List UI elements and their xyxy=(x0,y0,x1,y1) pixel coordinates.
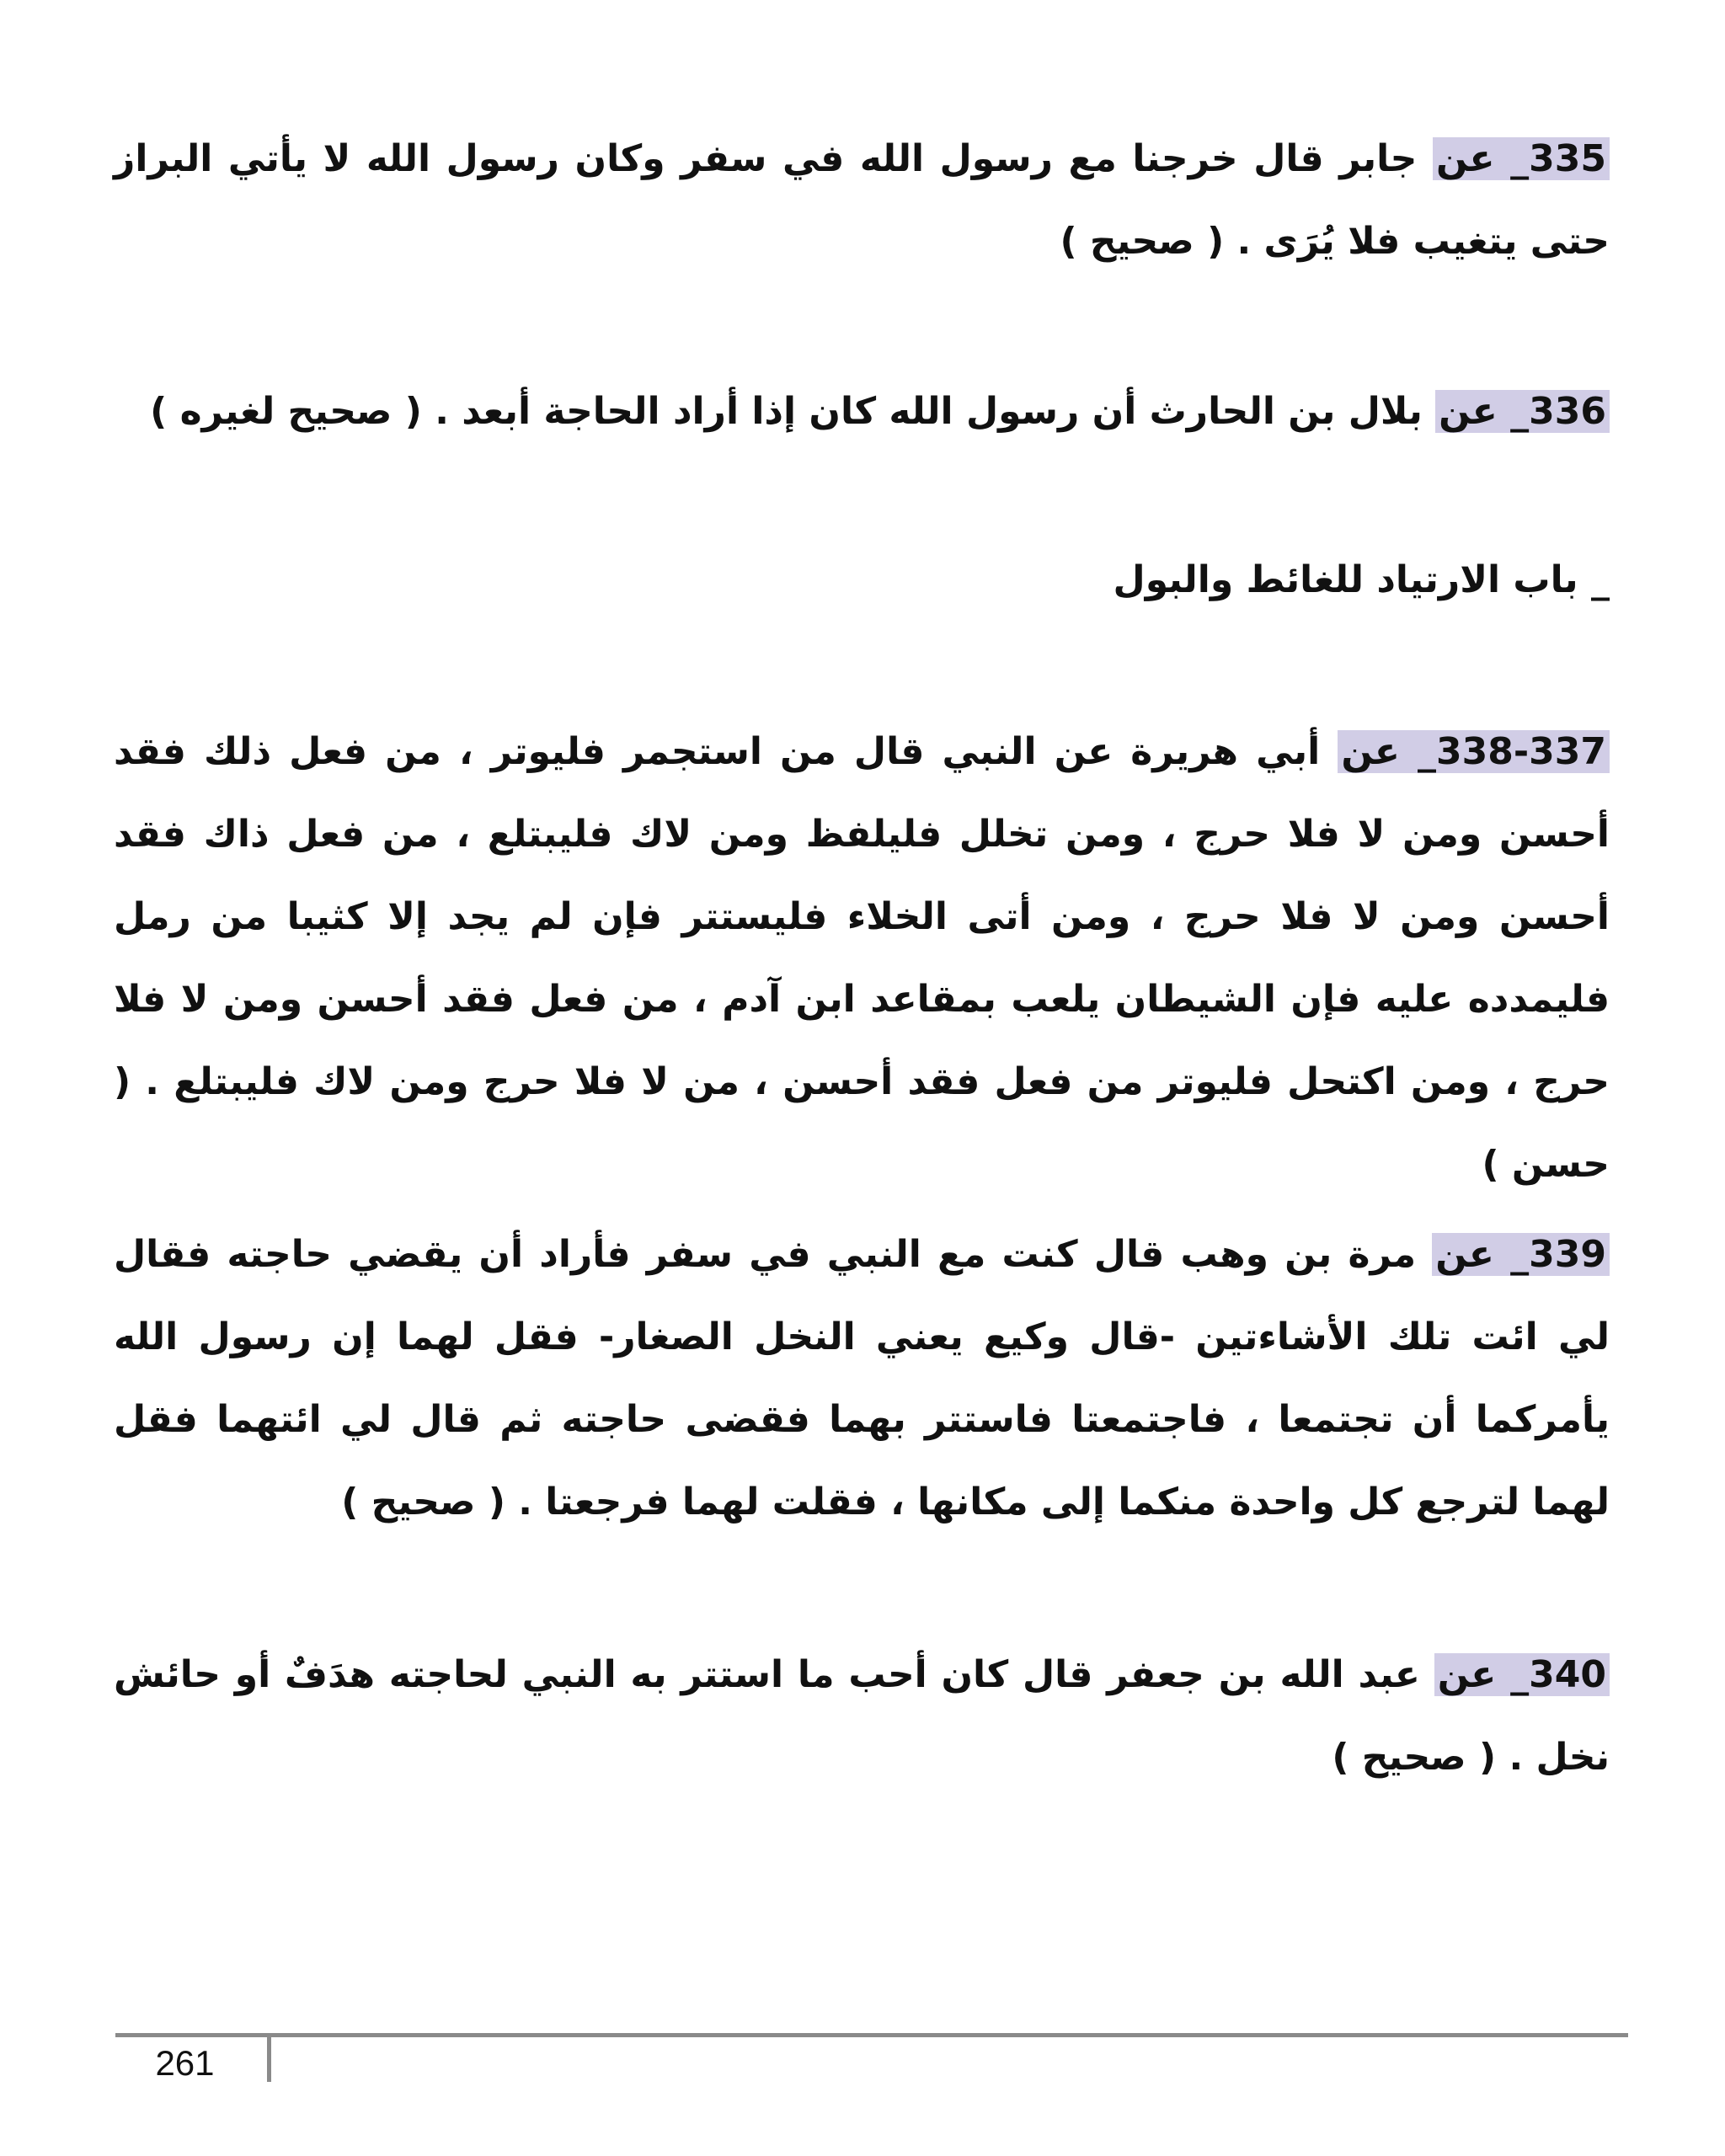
hadith-text: أبي هريرة عن النبي قال من استجمر فليوتر ، من فعل ذلك فقد أحسن ومن لا فلا حرج ، ومن تخلل فليلفظ ومن لاك فليبتلع ، من فعل ذاك فقد أحسن ومن لا فلا حرج ، ومن أتى الخلاء فليستتر فإن لم يجد إلا كثيبا من رمل فليمدده عليه فإن الشيطان يلعب بمقاعد ابن آدم ، من فعل فقد أحسن ومن لا فلا حرج ، ومن اكتحل فليوتر من فعل فقد أحسن ، من لا فلا حرج ومن لاك فليبتلع . ( حسن ) xyxy=(114,730,1610,1186)
hadith-340 xyxy=(114,1634,1610,1799)
hadith-number-highlight xyxy=(1338,730,1610,773)
hadith-number-highlight xyxy=(1432,1233,1610,1276)
hadith-number: 338-337 xyxy=(1436,730,1606,773)
footer-rule xyxy=(115,2033,1628,2037)
hadith-prefix: _ عن xyxy=(1435,1233,1530,1276)
hadith-text: بلال بن الحارث أن رسول الله كان إذا أراد الحاجة أبعد . ( صحيح لغيره ) xyxy=(150,390,1436,433)
hadith-number: 336 xyxy=(1529,390,1606,433)
hadith-number: 340 xyxy=(1529,1653,1606,1696)
hadith-text: عبد الله بن جعفر قال كان أحب ما استتر به النبي لحاجته هدَفٌ أو حائش نخل . ( صحيح ) xyxy=(114,1653,1610,1779)
hadith-text: جابر قال خرجنا مع رسول الله في سفر وكان رسول الله لا يأتي البراز حتى يتغيب فلا يُرَى . ( صحيح ) xyxy=(114,137,1610,263)
hadith-number: 339 xyxy=(1529,1233,1606,1276)
hadith-337-338 xyxy=(114,711,1610,1206)
hadith-text: مرة بن وهب قال كنت مع النبي في سفر فأراد أن يقضي حاجته فقال لي ائت تلك الأشاءتين -قال وكيع يعني النخل الصغار- فقل لهما إن رسول الله يأمركما أن تجتمعا ، فاجتمعتا فاستتر بهما فقضى حاجته ثم قال لي ائتهما فقل لهما لترجع كل واحدة منكما إلى مكانها ، فقلت لهما فرجعتا . ( صحيح ) xyxy=(114,1233,1610,1524)
hadith-number-highlight xyxy=(1433,137,1610,180)
hadith-number-highlight xyxy=(1435,390,1610,433)
hadith-335 xyxy=(114,118,1610,283)
hadith-number-highlight xyxy=(1434,1653,1610,1696)
footer-divider-tick xyxy=(267,2033,271,2082)
hadith-prefix: _ عن xyxy=(1341,730,1437,773)
page-number: 261 xyxy=(155,2043,215,2083)
hadith-prefix: _ عن xyxy=(1439,390,1530,433)
hadith-339 xyxy=(114,1214,1610,1544)
hadith-336 xyxy=(114,371,1610,453)
hadith-prefix: _ عن xyxy=(1435,137,1530,180)
section-heading: _ باب الارتياد للغائط والبول xyxy=(1113,558,1610,601)
hadith-prefix: _ عن xyxy=(1437,1653,1530,1696)
hadith-number: 335 xyxy=(1529,137,1606,180)
